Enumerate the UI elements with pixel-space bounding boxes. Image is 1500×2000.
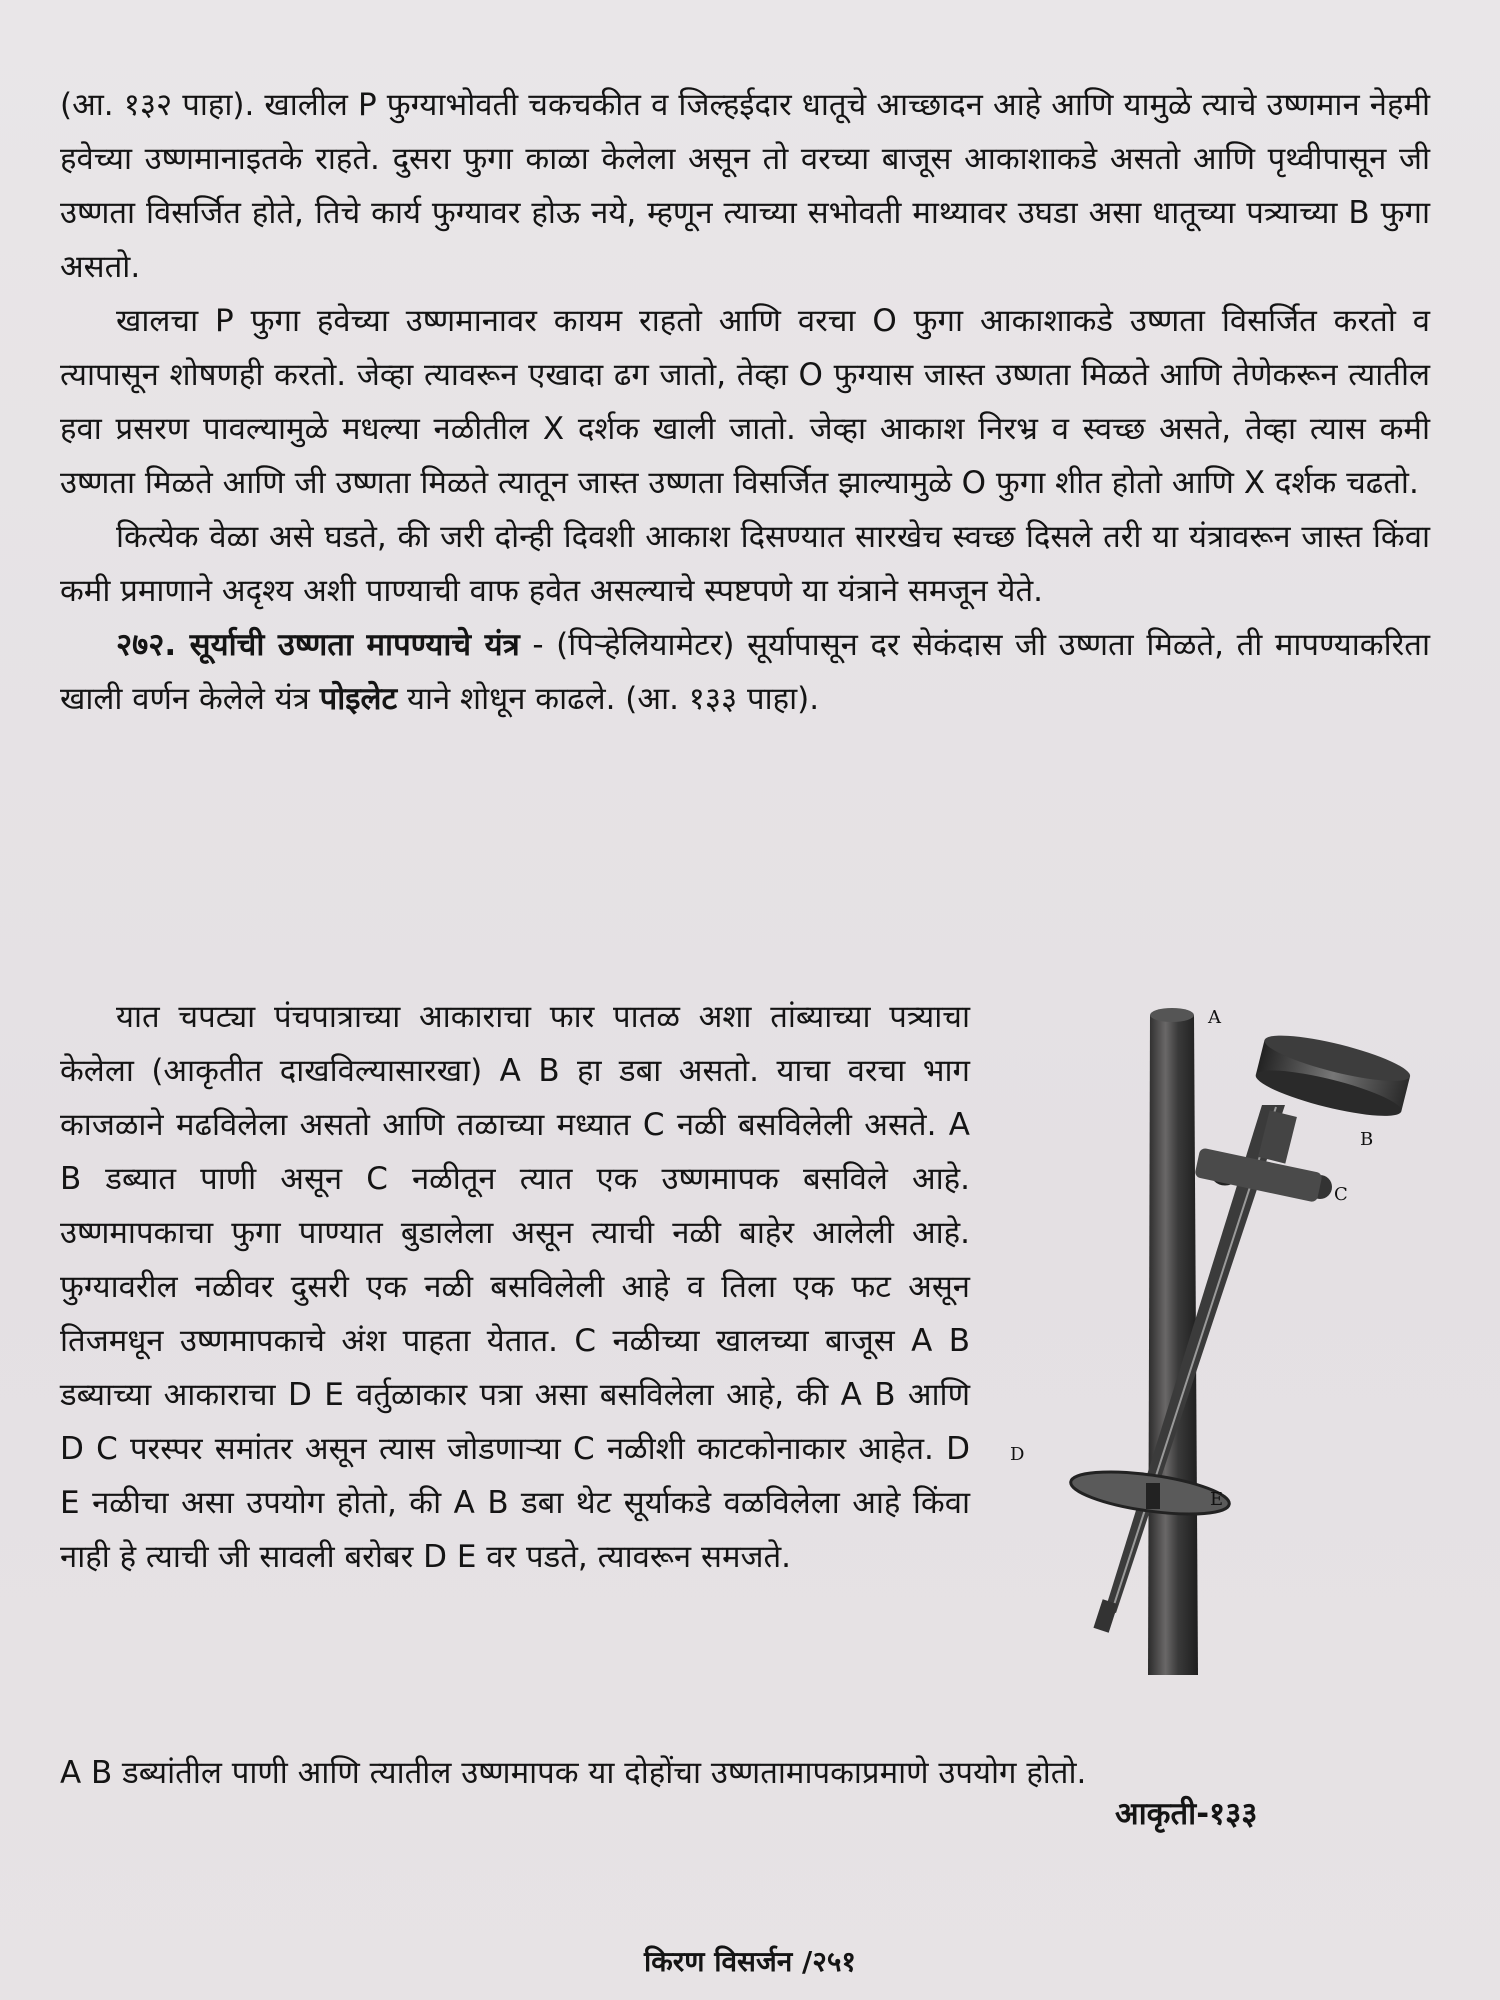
figure-label-d: D: [1010, 1444, 1025, 1465]
section-heading: २७२. सूर्याची उष्णता मापण्याचे यंत्र: [116, 627, 520, 663]
paragraph-2: खालचा P फुगा हवेच्या उष्णमानावर कायम राहतो आणि वरचा O फुगा आकाशाकडे उष्णता विसर्जित करतो व त्यापासून शोषणही करतो. जेव्हा त्यावरून एखादा ढग जातो, तेव्हा O फुग्यास जास्त उष्णता मिळते आणि तेणेकरून त्यातील हवा प्रसरण पावल्यामुळे मधल्या नळीतील X दर्शक खाली जातो. जेव्हा आकाश निरभ्र व स्वच्छ असते, तेव्हा त्यास कमी उष्णता मिळते आणि जी उष्णता मिळते त्यातून जास्त उष्णता विसर्जित झाल्यामुळे O फुगा शीत होतो आणि X दर्शक चढतो.: [60, 303, 1430, 501]
figure-caption: आकृती-१३३: [1115, 1796, 1258, 1832]
body-text-wrapped: [60, 990, 970, 1584]
paragraph-3: कित्येक वेळा असे घडते, की जरी दोन्ही दिवशी आकाश दिसण्यात सारखेच स्वच्छ दिसले तरी या यंत्रावरून जास्त किंवा कमी प्रमाणाने अदृश्य अशी पाण्याची वाफ हवेत असल्याचे स्पष्टपणे या यंत्राने समजून येते.: [60, 519, 1430, 609]
inventor-name: पोइलेट: [319, 681, 398, 717]
pyrheliometer-figure: [1000, 995, 1430, 1695]
figure-label-b: B: [1360, 1129, 1374, 1150]
section-272-paragraph: [60, 618, 1430, 726]
pyrheliometer-illustration: [1000, 995, 1430, 1695]
paragraph-tail: A B डब्यांतील पाणी आणि त्यातील उष्णमापक या दोहोंचा उष्णतामापकाप्रमाणे उपयोग होतो.: [60, 1755, 1087, 1791]
section-intro-text: - (पिऱ्हेलियामेटर) सूर्यापासून दर सेकंदास जी उष्णता मिळते, ती मापण्याकरिता खाली वर्णन केलेले यंत्र: [60, 627, 1430, 717]
pole-top: [1150, 1008, 1194, 1022]
figure-label-c: C: [1334, 1184, 1348, 1205]
figure-label-e: E: [1210, 1489, 1224, 1510]
page-footer: किरण विसर्जन /२५१: [644, 1945, 856, 1978]
paragraph-apparatus-description: यात चपट्या पंचपात्राच्या आकाराचा फार पातळ अशा तांब्याच्या पत्र्याचा केलेला (आकृतीत दाखविल्यासारखा) A B हा डबा असतो. याचा वरचा भाग काजळाने मढविलेला असतो आणि तळाच्या मध्यात C नळी बसविलेली असते. A B डब्यात पाणी असून C नळीतून त्यात एक उष्णमापक बसविले आहे. उष्णमापकाचा फुगा पाण्यात बुडालेला असून त्याची नळी बाहेर आलेली आहे. फुग्यावरील नळीवर दुसरी एक नळी बसविलेली आहे व तिला एक फट असून तिजमधून उष्णमापकाचे अंश पाहता येतात. C नळीच्या खालच्या बाजूस A B डब्याच्या आकाराचा D E वर्तुळाकार पत्रा असा बसविलेला आहे, की A B आणि D C परस्पर समांतर असून त्यास जोडणाऱ्या C नळीशी काटकोनाकार आहेत. D E नळीचा असा उपयोग होतो, की A B डबा थेट सूर्याकडे वळविलेला आहे किंवा नाही हे त्याची जी सावली बरोबर D E वर पडते, त्यावरून समजते.: [60, 999, 970, 1575]
section-intro-end: याने शोधून काढले. (आ. १३३ पाहा).: [397, 681, 820, 717]
paragraph-1: (आ. १३२ पाहा). खालील P फुग्याभोवती चकचकीत व जिल्हईदार धातूचे आच्छादन आहे आणि यामुळे त्याचे उष्णमान नेहमी हवेच्या उष्णमानाइतके राहते. दुसरा फुगा काळा केलेला असून तो वरच्या बाजूस आकाशाकडे असतो आणि पृथ्वीपासून जी उष्णता विसर्जित होते, तिचे कार्य फुग्यावर होऊ नये, म्हणून त्याच्या सभोवती माथ्यावर उघडा असा धातूच्या पत्र्याच्या B फुगा असतो.: [60, 87, 1430, 285]
figure-label-a: A: [1208, 1007, 1221, 1028]
body-text-top: [60, 78, 1430, 726]
